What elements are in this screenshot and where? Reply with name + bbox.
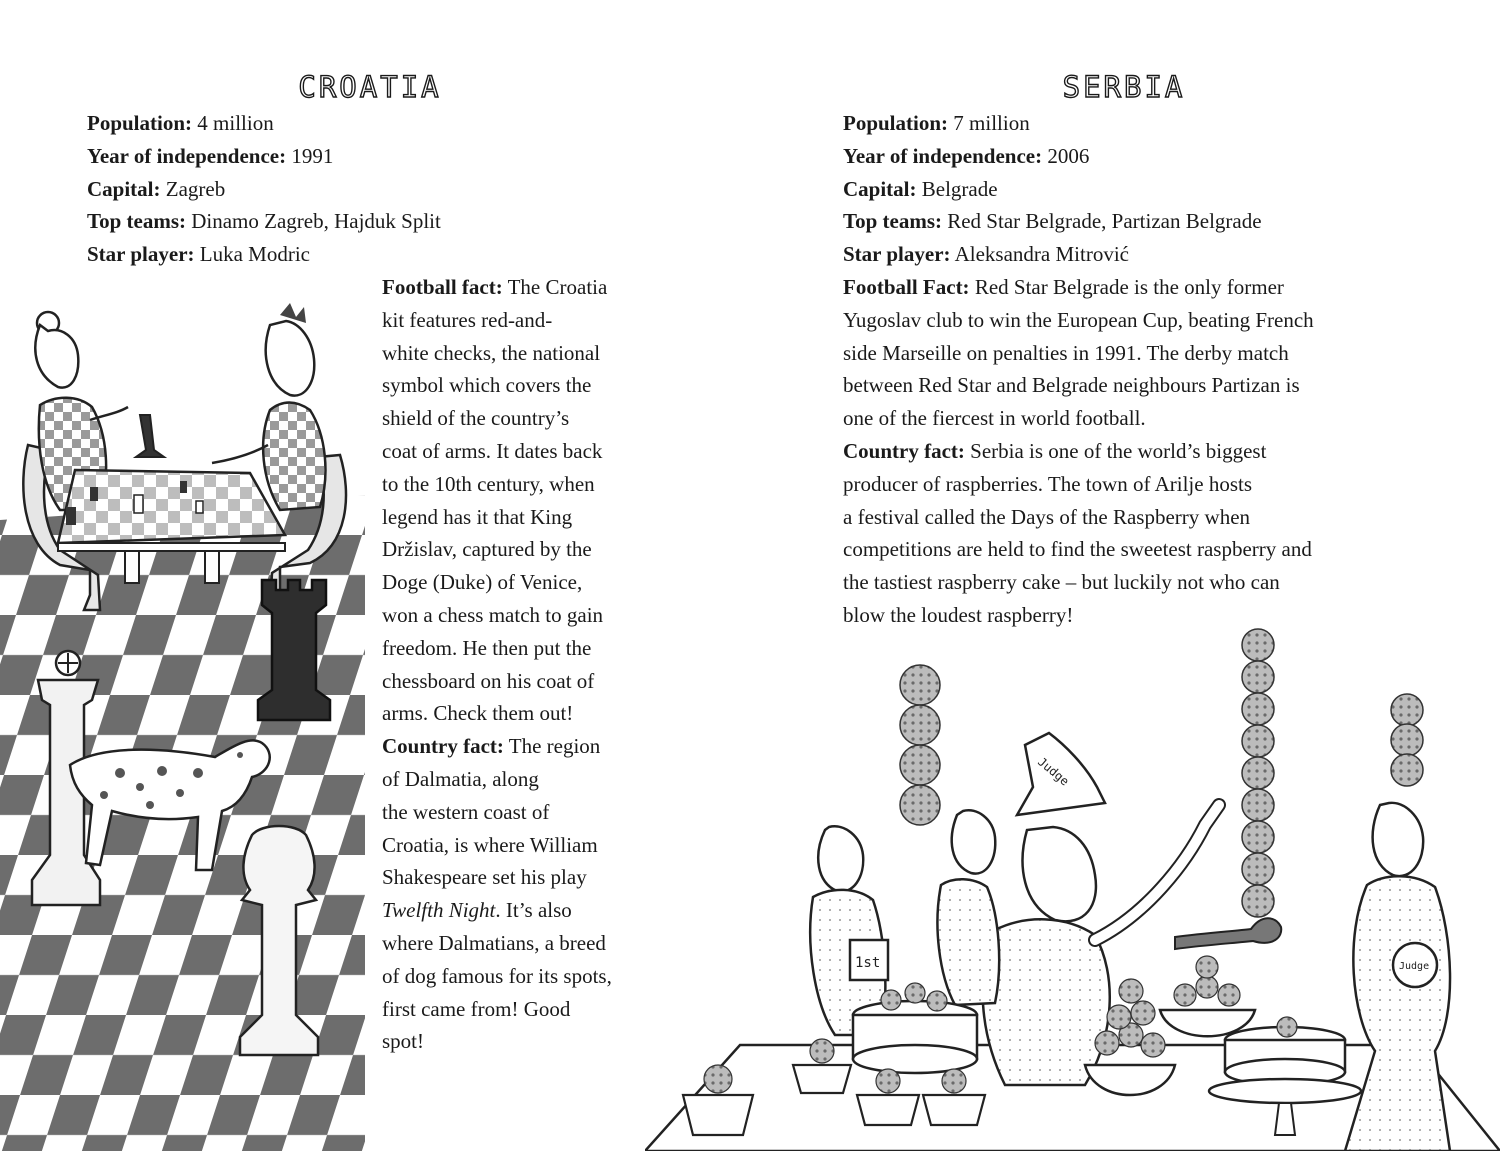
fact-value: 7 million	[948, 111, 1030, 135]
text-line: blow the loudest raspberry!	[843, 602, 1074, 627]
football-fact-label: Football fact:	[382, 275, 503, 299]
raspberry-festival-illustration-icon	[645, 615, 1500, 1151]
fact-star-player	[843, 238, 1443, 271]
football-fact-label: Football Fact:	[843, 275, 970, 299]
fact-top-teams	[87, 205, 687, 238]
text-line: kit features red-and-	[382, 307, 553, 332]
fact-value: 1991	[286, 143, 334, 168]
text-line: Yugoslav club to win the European Cup, beating French	[843, 307, 1314, 332]
text-line: Croatia, is where William	[382, 832, 598, 857]
chess-illustration-icon	[0, 295, 365, 1151]
text-line: side Marseille on penalties in 1991. The derby match	[843, 340, 1289, 365]
fact-value: Red Star Belgrade, Partizan Belgrade	[941, 209, 1262, 234]
play-title: Twelfth Night	[382, 898, 496, 923]
fact-star-player	[87, 238, 687, 271]
fact-population	[87, 107, 687, 140]
text-line: one of the fiercest in world football.	[843, 406, 1146, 431]
croatia-facts-list	[87, 107, 687, 271]
fact-label: Population:	[843, 111, 949, 135]
text-line: first came from! Good	[382, 996, 571, 1021]
serbia-country-fact	[843, 435, 1428, 632]
country-fact-label: Country fact:	[843, 438, 965, 463]
judge-hat-label: Judge	[1035, 754, 1072, 789]
croatia-fact-column	[382, 271, 667, 1058]
text-line: of dog famous for its spots,	[382, 963, 612, 988]
text-line: Držislav, captured by the	[382, 537, 592, 562]
fact-independence	[843, 140, 1443, 173]
croatia-country-fact	[382, 730, 667, 1058]
fact-label: Capital:	[843, 176, 917, 201]
text-line: won a chess match to gain	[382, 602, 604, 627]
text-line: chessboard on his coat of	[382, 668, 595, 693]
fact-label: Star player:	[87, 242, 195, 267]
fact-label: Top teams:	[87, 209, 186, 234]
fact-value: Zagreb	[160, 176, 226, 201]
text-line: coat of arms. It dates back	[382, 438, 603, 463]
fact-capital	[843, 173, 1443, 206]
first-place-card-label: 1st	[855, 955, 881, 971]
text-line: freedom. He then put the	[382, 635, 592, 660]
text-line: Shakespeare set his play	[382, 865, 587, 890]
fact-population	[843, 107, 1443, 140]
fact-capital	[87, 173, 687, 206]
fact-label: Star player:	[843, 242, 951, 267]
text-line: where Dalmatians, a breed	[382, 930, 606, 955]
fact-independence	[87, 140, 687, 173]
fact-label: Capital:	[87, 176, 161, 201]
text-line: The region	[503, 734, 601, 759]
croatia-heading: CROATIA	[298, 70, 442, 104]
judge-rosette-label: Judge	[1399, 961, 1430, 972]
fact-label: Year of independence:	[87, 143, 287, 168]
fact-label: Population:	[87, 111, 193, 135]
text-line: between Red Star and Belgrade neighbours Partizan is	[843, 373, 1300, 398]
text-line: Serbia is one of the world’s biggest	[964, 438, 1267, 463]
text-line: Red Star Belgrade is the only former	[969, 275, 1284, 299]
text-line: symbol which covers the	[382, 373, 592, 398]
fact-value: 2006	[1042, 143, 1090, 168]
serbia-heading: SERBIA	[1062, 70, 1186, 104]
croatia-football-fact	[382, 271, 667, 730]
fact-value: Dinamo Zagreb, Hajduk Split	[185, 209, 441, 234]
fact-value: Luka Modric	[194, 242, 310, 267]
fact-top-teams	[843, 205, 1443, 238]
text-line: arms. Check them out!	[382, 701, 574, 726]
text-line: shield of the country’s	[382, 406, 570, 431]
text-line: the tastiest raspberry cake – but luckily not who can	[843, 570, 1280, 595]
serbia-football-fact	[843, 271, 1428, 435]
text-line: white checks, the national	[382, 340, 601, 365]
serbia-facts-list	[843, 107, 1443, 271]
text-line: competitions are held to find the sweetest raspberry and	[843, 537, 1312, 562]
fact-value: 4 million	[192, 111, 274, 135]
text-line: to the 10th century, when	[382, 471, 595, 496]
text-line: a festival called the Days of the Raspberry when	[843, 504, 1251, 529]
fact-label: Year of independence:	[843, 143, 1043, 168]
fact-value: Belgrade	[916, 176, 998, 201]
text-line: of Dalmatia, along	[382, 766, 539, 791]
serbia-fact-column	[843, 271, 1428, 632]
country-fact-label: Country fact:	[382, 734, 504, 759]
text-line: Doge (Duke) of Venice,	[382, 570, 583, 595]
text-line: legend has it that King	[382, 504, 573, 529]
fact-label: Top teams:	[843, 209, 942, 234]
text-line: the western coast of	[382, 799, 550, 824]
fact-value: Aleksandra Mitrović	[950, 242, 1129, 267]
text-line: The Croatia	[502, 275, 608, 299]
text-line: spot!	[382, 1029, 424, 1054]
text-line: producer of raspberries. The town of Arilje hosts	[843, 471, 1253, 496]
text-line: . It’s also	[495, 898, 572, 923]
